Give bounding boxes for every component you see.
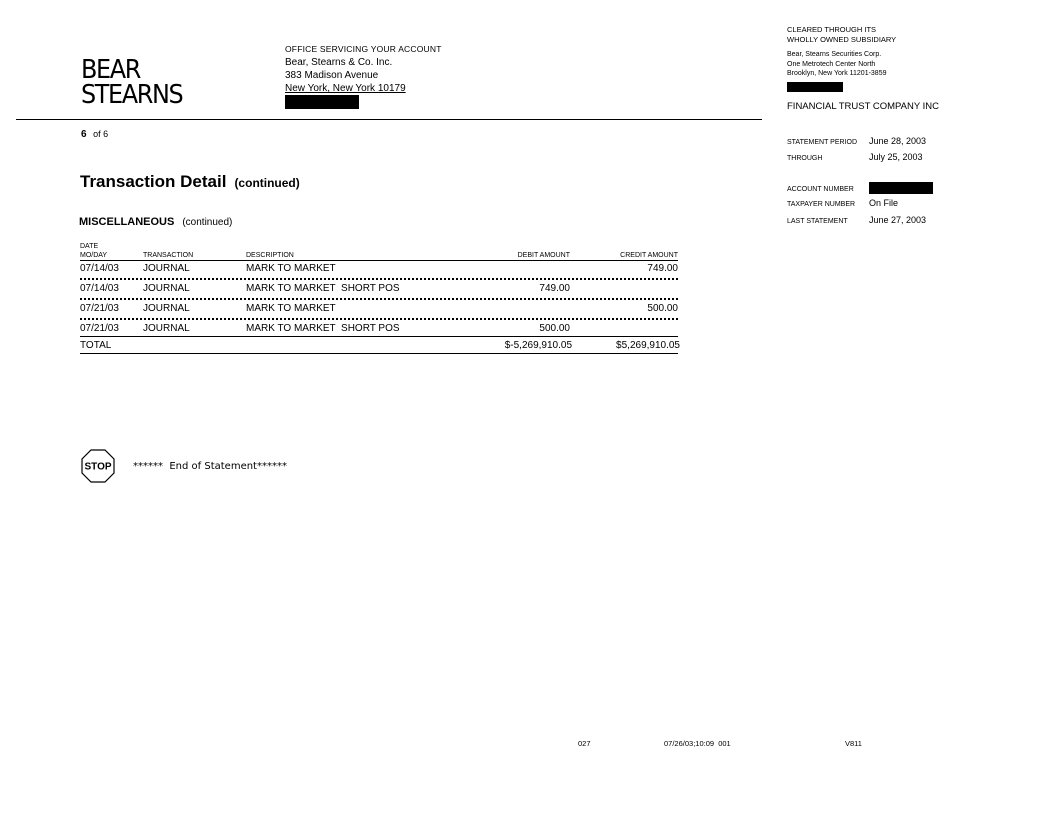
col-header-credit: CREDIT AMOUNT [620,252,678,259]
page-number-current: 6 [81,129,87,140]
office-address-block [285,43,442,113]
page-title [80,172,300,192]
row4-description: MARK TO MARKET SHORT POS [246,323,400,334]
account-number-label: ACCOUNT NUMBER [787,186,854,193]
bear-stearns-logo [81,55,191,110]
office-street: 383 Madison Avenue [285,70,379,81]
row4-date: 07/21/03 [80,323,119,334]
total-rule-top [80,336,678,337]
end-of-statement: ****** End of Statement****** [133,461,287,472]
statement-period-value: June 28, 2003 [869,136,927,146]
col-header-date-line2: MO/DAY [80,251,108,259]
clearing-line-2: WHOLLY OWNED SUBSIDIARY [787,34,897,44]
clearing-block [787,25,896,79]
row3-transaction: JOURNAL [143,303,190,314]
page-number-total: of 6 [93,129,109,139]
total-rule-bottom [80,353,678,354]
total-credit: $5,269,910.05 [616,340,680,351]
office-name: Bear, Stearns & Co. Inc. [285,57,393,68]
total-debit: $-5,269,910.05 [504,340,572,351]
last-statement-value: June 27, 2003 [869,215,927,225]
logo-line-2: STEARNS [81,80,183,110]
row2-description: MARK TO MARKET SHORT POS [246,283,400,294]
office-heading: OFFICE SERVICING YOUR ACCOUNT [285,44,442,54]
through-value: July 25, 2003 [869,152,923,162]
col-header-transaction: TRANSACTION [143,252,194,259]
clearing-city: Brooklyn, New York 11201-3859 [787,70,887,77]
page-number [81,129,108,140]
stop-sign-icon [81,449,115,483]
row3-description: MARK TO MARKET [246,303,336,314]
office-city: New York, New York 10179 [285,83,406,94]
footer-code-1: 027 [578,739,591,748]
section-name: MISCELLANEOUS [79,216,175,228]
clearing-street: One Metrotech Center North [787,60,876,68]
row1-transaction: JOURNAL [143,263,190,274]
logo-line-1: BEAR [81,55,140,85]
row1-description: MARK TO MARKET [246,263,336,274]
row-separator [80,278,678,280]
footer-code-2: V811 [845,739,862,748]
row2-transaction: JOURNAL [143,283,190,294]
taxpayer-number-label: TAXPAYER NUMBER [787,201,856,208]
client-name: FINANCIAL TRUST COMPANY INC [787,101,940,112]
title-continued: (continued) [234,176,300,190]
row3-date: 07/21/03 [80,303,119,314]
row3-credit: 500.00 [647,303,678,314]
total-label: TOTAL [80,340,112,351]
row2-debit: 749.00 [539,283,570,294]
clearing-name: Bear, Stearns Securities Corp. [787,51,882,58]
client-redaction [787,82,843,92]
row2-date: 07/14/03 [80,283,119,294]
row4-transaction: JOURNAL [143,323,190,334]
col-header-debit: DEBIT AMOUNT [517,252,570,259]
footer-datetime: 07/26/03;10:09 001 [664,739,731,748]
header-rule [80,260,678,261]
section-heading [79,216,232,228]
through-label: THROUGH [787,155,823,162]
stop-sign-text: STOP [84,461,112,473]
last-statement-label: LAST STATEMENT [787,218,848,225]
row4-debit: 500.00 [539,323,570,334]
taxpayer-number-value: On File [869,198,899,208]
row-separator [80,298,678,300]
row1-credit: 749.00 [647,263,678,274]
col-header-date-line1: DATE [80,243,99,250]
row1-date: 07/14/03 [80,263,119,274]
statement-period-label: STATEMENT PERIOD [787,139,858,146]
title-main: Transaction Detail [80,172,227,191]
col-header-description: DESCRIPTION [246,252,294,259]
header-divider [16,119,762,120]
col-header-date [80,243,107,260]
section-continued: (continued) [182,217,233,228]
clearing-line-1: CLEARED THROUGH ITS [787,25,877,34]
row-separator [80,318,678,320]
office-redaction [285,95,359,109]
account-number-redaction [869,182,933,194]
